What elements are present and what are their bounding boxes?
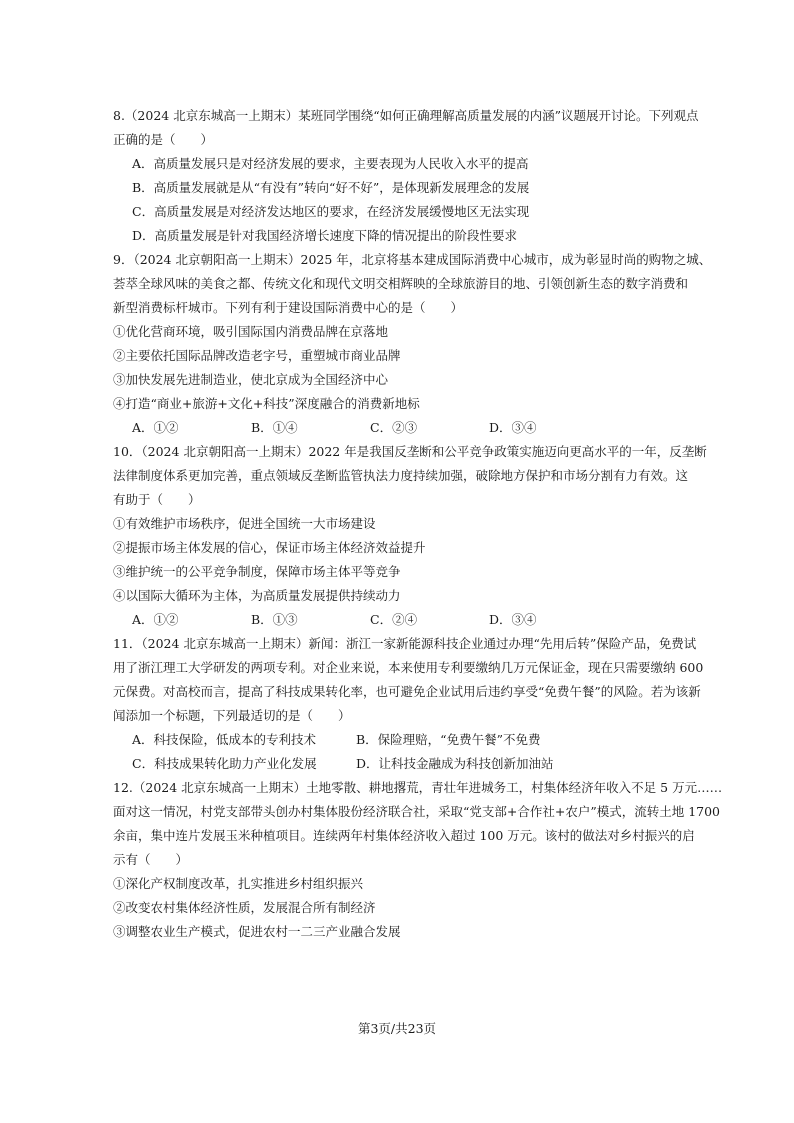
- question-9-statement-2: ②主要依托国际品牌改造老字号，重塑城市商业品牌: [113, 348, 401, 363]
- question-12-statement-2: ②改变农村集体经济性质，发展混合所有制经济: [113, 900, 376, 915]
- question-10-choices: [113, 608, 685, 632]
- question-10: [113, 440, 707, 632]
- question-12: [113, 776, 723, 944]
- question-9-stem-line-3: 新型消费标杆城市。下列有利于建设国际消费中心的是（ ）: [113, 300, 464, 315]
- question-9-stem-line-2: 荟萃全球风味的美食之都、传统文化和现代文明交相辉映的全球旅游目的地、引领创新生态的数字消费和: [113, 276, 689, 291]
- question-8-stem-line-1: 8.（2024 北京东城高一上期末）某班同学围绕“如何正确理解高质量发展的内涵”议题展开讨论。下列观点: [113, 108, 699, 123]
- question-8-option-d: D．高质量发展是针对我国经济增长速度下降的情况提出的阶段性要求: [132, 228, 518, 243]
- question-12-statement-3: ③调整农业生产模式，促进农村一二三产业融合发展: [113, 924, 401, 939]
- question-9-choice-a: A．①②: [132, 420, 179, 435]
- question-12-stem-line-3: 余亩，集中连片发展玉米种植项目。连续两年村集体经济收入超过 100 万元。该村的做法对乡村振兴的启: [113, 828, 695, 843]
- question-list: [113, 104, 723, 944]
- question-11-stem-line-2: 用了浙江理工大学研发的两项专利。对企业来说，本来使用专利要缴纳几万元保证金，现在只需要缴纳 600: [113, 660, 704, 675]
- question-11-choice-d: D．让科技金融成为科技创新加油站: [356, 756, 554, 771]
- question-11-stem-line-1: 11．（2024 北京东城高一上期末）新闻：浙江一家新能源科技企业通过办理“先用后转”保险产品，免费试: [113, 636, 697, 651]
- question-8-option-b: B．高质量发展就是从“有没有”转向“好不好”，是体现新发展理念的发展: [132, 180, 530, 195]
- question-8-option-a: A．高质量发展只是对经济发展的要求，主要表现为人民收入水平的提高: [132, 156, 529, 171]
- question-11: [113, 632, 704, 776]
- page-number: 第3页/共23页: [357, 1021, 437, 1036]
- question-10-statement-2: ②提振市场主体发展的信心，保证市场主体经济效益提升: [113, 540, 426, 555]
- question-11-choice-a: A．科技保险，低成本的专利技术: [132, 732, 317, 747]
- question-11-choice-c: C．科技成果转化助力产业化发展: [132, 756, 317, 771]
- question-10-stem-line-2: 法律制度体系更加完善，重点领域反垄断监管执法力度持续加强，破除地方保护和市场分割有力有效。这: [113, 468, 689, 483]
- question-10-choice-a: A．①②: [132, 612, 179, 627]
- question-8: [113, 104, 699, 248]
- question-11-stem-line-4: 闻添加一个标题，下列最适切的是（ ）: [113, 708, 351, 723]
- question-9-choice-d: D．③④: [489, 420, 537, 435]
- question-10-choice-d: D．③④: [489, 612, 537, 627]
- question-12-stem-line-2: 面对这一情况，村党支部带头创办村集体股份经济联合社，采取“党支部+合作社+农户”模式，流转土地 1700: [113, 804, 721, 819]
- question-8-option-c: C．高质量发展是对经济发达地区的要求，在经济发展缓慢地区无法实现: [132, 204, 530, 219]
- question-11-choice-b: B．保险理赔，“免费午餐”不免费: [356, 732, 541, 747]
- question-11-choices-row-1: [113, 728, 685, 752]
- question-10-statement-1: ①有效维护市场秩序，促进全国统一大市场建设: [113, 516, 376, 531]
- question-8-stem-line-2: 正确的是（ ）: [113, 132, 214, 147]
- question-9-statement-1: ①优化营商环境，吸引国际国内消费品牌在京落地: [113, 324, 389, 339]
- question-9-stem-line-1: 9．（2024 北京朝阳高一上期末）2025 年，北京将基本建成国际消费中心城市，成为彰显时尚的购物之城、: [113, 252, 712, 267]
- question-9-choices: [113, 416, 685, 440]
- question-11-choices-row-2: [113, 752, 685, 776]
- question-9-statement-3: ③加快发展先进制造业，使北京成为全国经济中心: [113, 372, 389, 387]
- question-10-choice-c: C．②④: [370, 612, 418, 627]
- question-10-statement-4: ④以国际大循环为主体，为高质量发展提供持续动力: [113, 588, 401, 603]
- question-12-statement-1: ①深化产权制度改革，扎实推进乡村组织振兴: [113, 876, 364, 891]
- question-10-stem-line-3: 有助于（ ）: [113, 492, 201, 507]
- question-9: [113, 248, 712, 440]
- question-11-stem-line-3: 元保费。对高校而言，提高了科技成果转化率，也可避免企业试用后违约享受“免费午餐”的风险。若为该新: [113, 684, 701, 699]
- question-12-stem-line-4: 示有（ ）: [113, 852, 189, 867]
- question-9-statement-4: ④打造“商业+旅游+文化+科技”深度融合的消费新地标: [113, 396, 420, 411]
- question-9-choice-c: C．②③: [370, 420, 418, 435]
- question-12-stem-line-1: 12.（2024 北京东城高一上期末）土地零散、耕地撂荒，青壮年进城务工，村集体经济年收入不足 5 万元……: [113, 780, 723, 795]
- question-9-choice-b: B．①④: [251, 420, 298, 435]
- question-10-statement-3: ③维护统一的公平竞争制度，保障市场主体平等竞争: [113, 564, 401, 579]
- question-10-choice-b: B．①③: [251, 612, 298, 627]
- question-10-stem-line-1: 10．（2024 北京朝阳高一上期末）2022 年是我国反垄断和公平竞争政策实施迈向更高水平的一年，反垄断: [113, 444, 707, 459]
